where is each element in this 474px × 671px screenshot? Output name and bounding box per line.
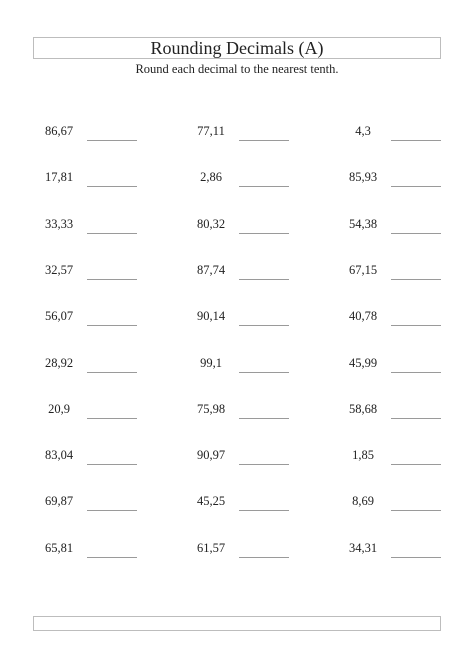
problem-number: 4,3	[355, 124, 371, 138]
problem-number: 86,67	[44, 124, 74, 138]
answer-blank[interactable]	[239, 325, 289, 326]
answer-blank[interactable]	[239, 510, 289, 511]
answer-blank[interactable]	[239, 279, 289, 280]
problem-number: 90,14	[196, 309, 226, 323]
answer-blank[interactable]	[391, 464, 441, 465]
problem-number: 67,15	[348, 263, 378, 277]
answer-blank[interactable]	[391, 279, 441, 280]
answer-blank[interactable]	[391, 140, 441, 141]
problem-number: 17,81	[44, 170, 74, 184]
answer-blank[interactable]	[239, 186, 289, 187]
answer-blank[interactable]	[87, 186, 137, 187]
problem-number: 75,98	[196, 402, 226, 416]
problem-number: 61,57	[196, 541, 226, 555]
problem-number: 1,85	[352, 448, 374, 462]
worksheet-instructions: Round each decimal to the nearest tenth.	[135, 62, 339, 76]
answer-blank[interactable]	[239, 372, 289, 373]
answer-blank[interactable]	[391, 510, 441, 511]
problem-number: 8,69	[352, 494, 374, 508]
answer-blank[interactable]	[87, 233, 137, 234]
footer-box	[33, 616, 441, 631]
answer-blank[interactable]	[391, 186, 441, 187]
answer-blank[interactable]	[87, 372, 137, 373]
worksheet-title: Rounding Decimals (A)	[150, 38, 324, 58]
answer-blank[interactable]	[239, 233, 289, 234]
problem-number: 40,78	[348, 309, 378, 323]
problem-number: 34,31	[348, 541, 378, 555]
problem-number: 58,68	[348, 402, 378, 416]
problem-number: 99,1	[200, 356, 222, 370]
problem-number: 69,87	[44, 494, 74, 508]
answer-blank[interactable]	[87, 279, 137, 280]
answer-blank[interactable]	[239, 557, 289, 558]
problem-number: 56,07	[44, 309, 74, 323]
answer-blank[interactable]	[87, 557, 137, 558]
answer-blank[interactable]	[391, 233, 441, 234]
problem-number: 28,92	[44, 356, 74, 370]
problem-number: 83,04	[44, 448, 74, 462]
answer-blank[interactable]	[239, 140, 289, 141]
problem-number: 87,74	[196, 263, 226, 277]
answer-blank[interactable]	[87, 510, 137, 511]
answer-blank[interactable]	[239, 464, 289, 465]
problem-number: 85,93	[348, 170, 378, 184]
problem-number: 45,99	[348, 356, 378, 370]
problem-number: 65,81	[44, 541, 74, 555]
problem-number: 20,9	[48, 402, 70, 416]
answer-blank[interactable]	[87, 418, 137, 419]
problem-number: 90,97	[196, 448, 226, 462]
problem-number: 33,33	[44, 217, 74, 231]
answer-blank[interactable]	[391, 557, 441, 558]
answer-blank[interactable]	[87, 464, 137, 465]
problem-number: 54,38	[348, 217, 378, 231]
answer-blank[interactable]	[87, 140, 137, 141]
problem-number: 32,57	[44, 263, 74, 277]
answer-blank[interactable]	[391, 418, 441, 419]
problem-number: 80,32	[196, 217, 226, 231]
problem-number: 77,11	[197, 124, 225, 138]
answer-blank[interactable]	[391, 325, 441, 326]
problem-number: 45,25	[196, 494, 226, 508]
answer-blank[interactable]	[87, 325, 137, 326]
answer-blank[interactable]	[239, 418, 289, 419]
answer-blank[interactable]	[391, 372, 441, 373]
problem-number: 2,86	[200, 170, 222, 184]
